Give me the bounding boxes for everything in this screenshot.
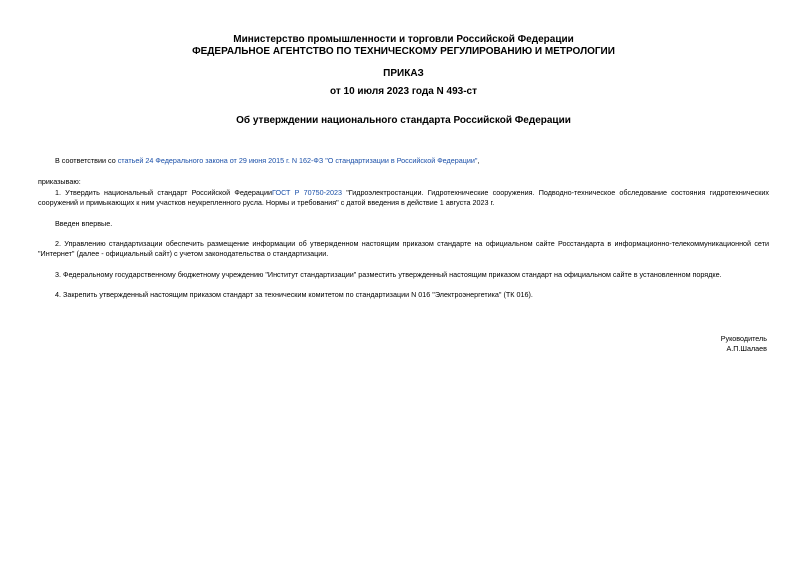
federal-law-link[interactable]: статьей 24 Федерального закона от 29 июня 2015 г. N 162-ФЗ "О стандартизации в Российской Федерации" [117,156,478,165]
item-2-paragraph: 2. Управлению стандартизации обеспечить размещение информации об утвержденном настоящим приказом стандарте на официальном сайте Росстандарта в информационно-телекоммуникационной сети "Интернет" (далее - официальный сайт) с учетом законодательства о стандартизации. [38,239,769,258]
agency-name: ФЕДЕРАЛЬНОЕ АГЕНТСТВО ПО ТЕХНИЧЕСКОМУ РЕГУЛИРОВАНИЮ И МЕТРОЛОГИИ [192,46,615,57]
signature-name: А.П.Шалаев [726,344,767,353]
item-1-suffix: "Гидроэлектростанции. Гидротехнические сооружения. Подводно-техническое обследование состояния гидротехнических сооружений и примыкающих к ним участков неукрепленного русла. Нормы и требования" с датой введения в действие 1 августа 2023 г. [38,188,770,207]
preamble-paragraph [38,156,769,166]
preamble-prefix: В соответствии со [55,156,118,165]
signature-position: Руководитель [720,334,767,343]
item-4-paragraph: 4. Закрепить утвержденный настоящим приказом стандарт за техническим комитетом по стандартизации N 016 "Электроэнергетика" (ТК 016). [55,290,533,299]
order-word: приказываю: [38,177,81,186]
item-1-paragraph [38,188,769,208]
document-title: Об утверждении национального стандарта Российской Федерации [236,115,571,126]
item-3-paragraph: 3. Федеральному государственному бюджетному учреждению "Институт стандартизации" разместить утвержденный настоящим приказом стандарт на официальном сайте в установленном порядке. [55,270,722,279]
document-type: ПРИКАЗ [383,68,424,79]
document-date-number: от 10 июля 2023 года N 493-ст [329,86,478,97]
introduced-first-note: Введен впервые. [55,219,113,228]
item-1-prefix: 1. Утвердить национальный стандарт Российской Федерации [55,188,273,197]
ministry-name: Министерство промышленности и торговли Российской Федерации [233,34,574,45]
preamble-suffix: , [477,156,480,165]
gost-standard-link[interactable]: ГОСТ Р 70750-2023 [272,188,342,197]
